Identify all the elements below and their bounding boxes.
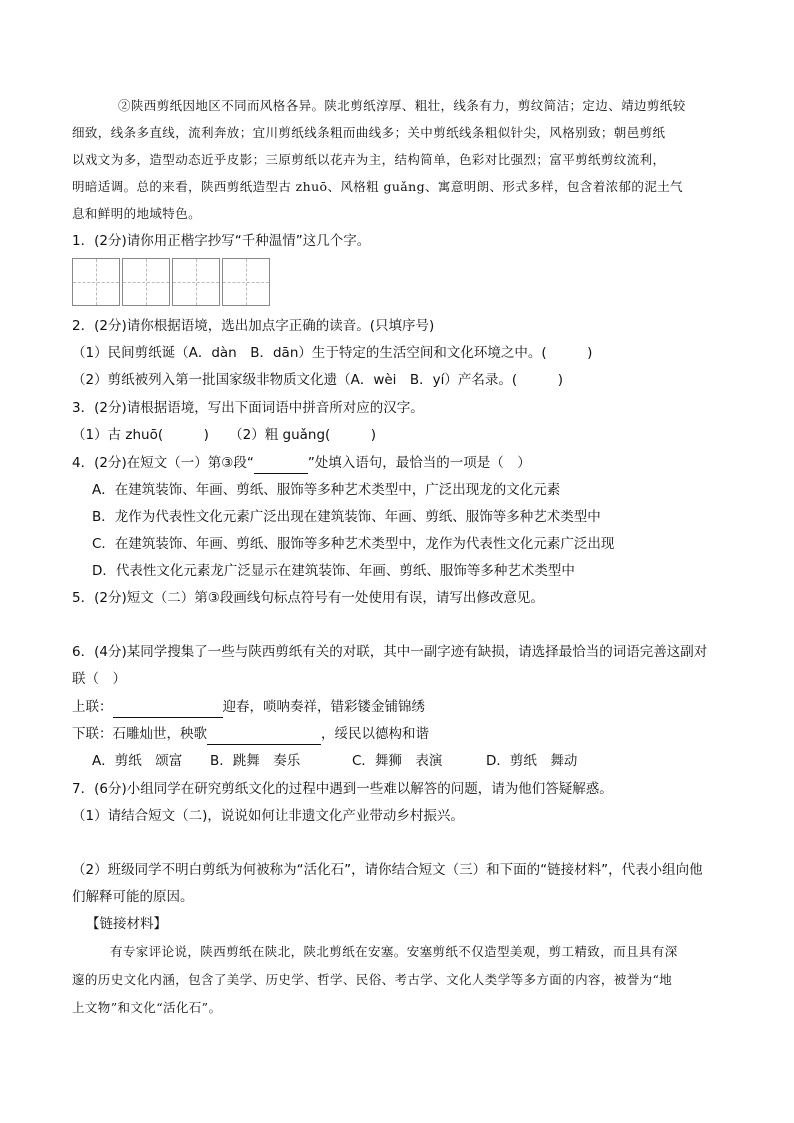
question-4-option-b: B．龙作为代表性文化元素广泛出现在建筑装饰、年画、剪纸、服饰等多种艺术类型中	[92, 509, 601, 525]
answer-blank[interactable]	[113, 697, 223, 718]
link-material-title: 【链接材料】	[86, 916, 167, 932]
writing-cell[interactable]	[172, 258, 220, 306]
writing-cell[interactable]	[222, 258, 270, 306]
passage-line-1: ②陕西剪纸因地区不同而风格各异。陕北剪纸淳厚、粗壮，线条有力，剪纹简洁；定边、靖边剪纸较	[118, 98, 686, 113]
writing-cell[interactable]	[122, 258, 170, 306]
couplet-upper-rest: 迎春，唢呐奏祥，错彩镂金铺锦绣	[222, 699, 425, 715]
question-4-text-before: 4．(2分)在短文（一）第③段“	[72, 455, 254, 471]
question-3: 3．(2分)请根据语境，写出下面词语中拼音所对应的汉字。	[72, 400, 424, 416]
question-7-sub-2-line-1: （2）班级同学不明白剪纸为何被称为“活化石”，请你结合短文（三）和下面的“链接材料”，代表小组向他	[72, 862, 703, 878]
question-6-line-1: 6．(4分)某同学搜集了一些与陕西剪纸有关的对联，其中一副字迹有缺损，请选择最恰当的词语完善这副对	[72, 644, 708, 660]
passage-line-2: 细致，线条多直线，流利奔放；宜川剪纸线条粗而曲线多；关中剪纸线条粗似针尖，风格别致；朝邑剪纸	[72, 125, 666, 140]
passage-line-5: 息和鲜明的地域特色。	[72, 206, 202, 221]
writing-cell[interactable]	[72, 258, 120, 306]
link-material-line-3: 上文物”和文化“活化石”。	[72, 1000, 222, 1015]
question-4-option-a: A．在建筑装饰、年画、剪纸、服饰等多种艺术类型中，广泛出现龙的文化元素	[92, 482, 561, 498]
question-6-option-c: C．舞狮 表演	[352, 753, 443, 769]
question-5: 5．(2分)短文（二）第③段画线句标点符号有一处使用有误，请写出修改意见。	[72, 590, 544, 606]
question-4-text-after: ”处填入语句，最恰当的一项是（ ）	[307, 455, 531, 471]
passage-line-4: 明暗适调。总的来看，陕西剪纸造型古 zhuō、风格粗 guǎng、寓意明朗、形式多样，包含着浓郁的泥土气	[72, 179, 684, 194]
question-1: 1．(2分)请你用正楷字抄写“千种温情”这几个字。	[72, 233, 371, 249]
question-6-option-b: B．跳舞 奏乐	[210, 753, 301, 769]
link-material-line-2: 邃的历史文化内涵，包含了美学、历史学、哲学、民俗、考古学、文化人类学等多方面的内容，被誉为“地	[72, 972, 673, 987]
question-4	[72, 453, 531, 474]
question-6-option-d: D．剪纸 舞动	[486, 753, 578, 769]
question-7-sub-2-line-2: 们解释可能的原因。	[72, 889, 194, 905]
question-2: 2．(2分)请你根据语境，选出加点字正确的读音。(只填序号)	[72, 318, 435, 334]
question-2-item-1: （1）民间剪纸诞（A．dàn B．dān）生于特定的生活空间和文化环境之中。( )	[72, 345, 593, 361]
answer-blank[interactable]	[207, 724, 321, 745]
question-7-sub-1: （1）请结合短文（二)，说说如何让非遗文化产业带动乡村振兴。	[72, 808, 464, 824]
question-7: 7．(6分)小组同学在研究剪纸文化的过程中遇到一些难以解答的问题，请为他们答疑解惑。	[72, 781, 613, 797]
couplet-lower	[72, 724, 429, 745]
link-material-line-1: 有专家评论说，陕西剪纸在陕北，陕北剪纸在安塞。安塞剪纸不仅造型美观，剪工精致，而且具有深	[110, 944, 678, 959]
question-4-option-c: C．在建筑装饰、年画、剪纸、服饰等多种艺术类型中，龙作为代表性文化元素广泛出现	[92, 536, 615, 552]
couplet-lower-prefix: 下联：石雕灿世，秧歌	[72, 726, 207, 742]
question-6-line-2: 联（ ）	[72, 671, 126, 687]
question-4-option-d: D．代表性文化元素龙广泛显示在建筑装饰、年画、剪纸、服饰等多种艺术类型中	[92, 563, 575, 579]
passage-line-3: 以戏文为多，造型动态近乎皮影；三原剪纸以花卉为主，结构简单，色彩对比强烈；富平剪纸剪纹流利，	[72, 152, 666, 167]
question-6-option-a: A．剪纸 颂富	[92, 753, 183, 769]
answer-blank[interactable]	[254, 453, 308, 474]
question-3-items: （1）古 zhuō( ) （2）粗 guǎng( )	[72, 427, 377, 443]
couplet-upper-label: 上联：	[72, 699, 113, 715]
writing-grid[interactable]	[72, 258, 272, 306]
couplet-lower-rest: ，绥民以德构和谐	[321, 726, 429, 742]
question-2-item-2: （2）剪纸被列入第一批国家级非物质文化遗（A．wèi B．yí）产名录。( )	[72, 372, 563, 388]
couplet-upper	[72, 697, 425, 718]
